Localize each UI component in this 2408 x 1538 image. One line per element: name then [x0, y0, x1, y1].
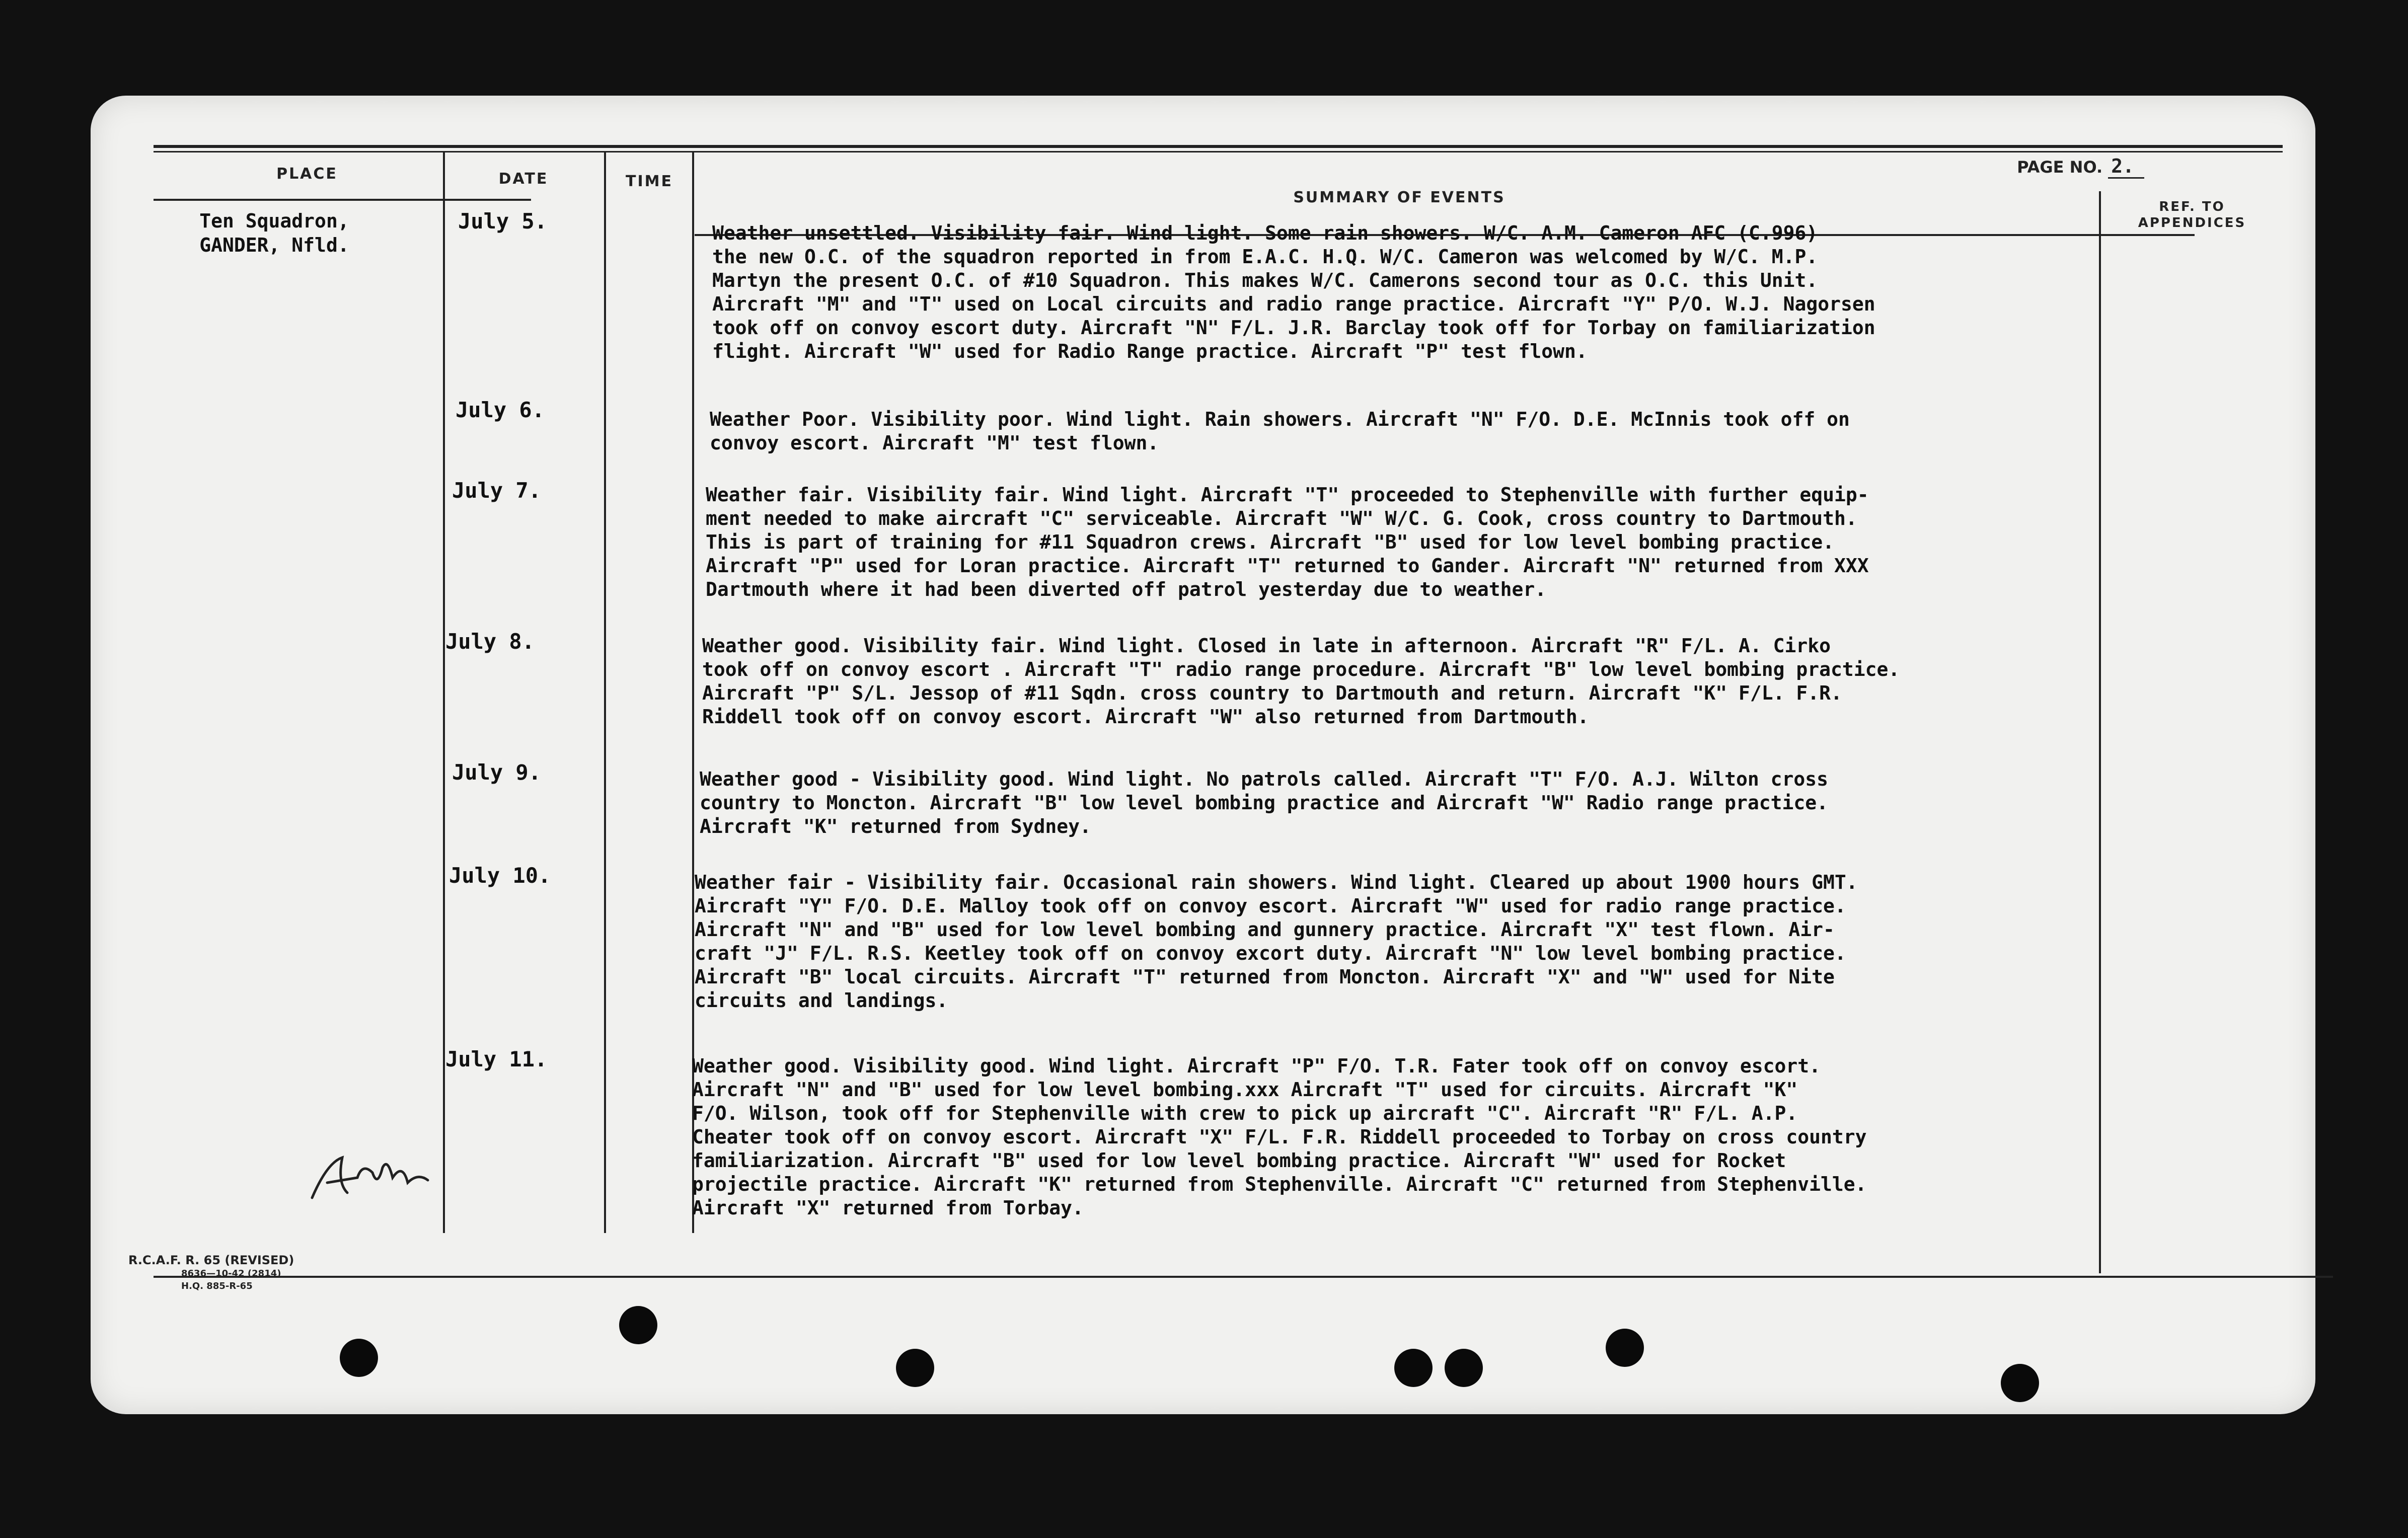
summary-entry-july-11: Weather good. Visibility good. Wind light. Aircraft "P" F/O. T.R. Fater took off on convoy escort. Aircraft "N" and "B" used for low level bombing.xxx Aircraft "T" used for circuits. Aircraft "K" F/O. Wilson, took off for Stephenville with crew to pick up aircraft "C". Aircraft "R" F/L. A.P. Cheater took off on convoy escort. Aircraft "X" F/L. F.R. Riddell proceeded to Torbay on cross country familiarization. Aircraft "B" used for low level bombing practice. Aircraft "W" used for Rocket projectile practice. Aircraft "K" returned from Stephenville. Aircraft "C" returned from Stephenville. Aircraft "X" returned from Torbay.	[692, 1055, 1867, 1219]
place-cell: Ten Squadron, GANDER, Nfld.	[199, 210, 349, 256]
summary-ref-divider	[2099, 191, 2101, 1273]
summary-entry-july-10: Weather fair - Visibility fair. Occasional rain showers. Wind light. Cleared up about 1900 hours GMT. Aircraft "Y" F/O. D.E. Malloy took off on convoy escort. Aircraft "W" used for radio range practice. Aircraft "N" and "B" used for low level bombing and gunnery practice. Aircraft "X" test flown. Air- craft "J" F/L. R.S. Keetley took off on convoy excort duty. Aircraft "N" low level bombing practice. Aircraft "B" local circuits. Aircraft "T" returned from Moncton. Aircraft "X" and "W" used for Nite circuits and landings.	[695, 871, 1858, 1012]
place-date-divider	[443, 151, 445, 1233]
summary-entry-july-8: Weather good. Visibility fair. Wind light. Closed in late in afternoon. Aircraft "R" F/L. A. Cirko took off on convoy escort . Aircraft "T" radio range procedure. Aircraft "B" low level bombing practice. Aircraft "P" S/L. Jessop of #11 Sqdn. cross country to Dartmouth and return. Aircraft "K" F/L. F.R. Riddell took off on convoy escort. Aircraft "W" also returned from Dartmouth.	[702, 635, 1900, 728]
date-july-8: July 8.	[445, 629, 535, 654]
page-number-value: 2.	[2108, 155, 2144, 179]
punch-hole	[2001, 1364, 2039, 1402]
summary-entry-july-6: Weather Poor. Visibility poor. Wind light. Rain showers. Aircraft "N" F/O. D.E. McInnis took off on convoy escort. Aircraft "M" test flown.	[710, 408, 1850, 454]
signature-initials	[307, 1142, 438, 1208]
form-print-code: 8636—10-42 (2814)	[181, 1268, 281, 1279]
top-rule-2	[154, 151, 2283, 152]
footer-rule	[154, 1276, 2333, 1278]
date-july-11: July 11.	[445, 1047, 548, 1071]
date-july-6: July 6.	[456, 398, 545, 422]
header-bottom-rule	[154, 199, 531, 201]
summary-header: SUMMARY OF EVENTS	[1293, 189, 1506, 206]
date-july-10: July 10.	[449, 863, 551, 888]
date-july-5: July 5.	[458, 209, 548, 234]
summary-entry-july-9: Weather good - Visibility good. Wind light. No patrols called. Aircraft "T" F/O. A.J. Wilton cross country to Moncton. Aircraft "B" low level bombing practice and Aircraft "W" Radio range practice. Aircraft "K" returned from Sydney.	[700, 768, 1829, 837]
date-header: DATE	[498, 170, 549, 188]
time-header: TIME	[626, 173, 673, 190]
form-id: R.C.A.F. R. 65 (REVISED)	[128, 1253, 294, 1267]
top-rule	[154, 145, 2283, 148]
date-july-7: July 7.	[452, 478, 542, 503]
punch-hole	[1394, 1349, 1433, 1387]
date-july-9: July 9.	[452, 760, 542, 785]
date-time-divider	[604, 151, 606, 1233]
summary-entry-july-5: Weather unsettled. Visibility fair. Wind light. Some rain showers. W/C. A.M. Cameron AFC (C.996) the new O.C. of the squadron reported in from E.A.C. H.Q. W/C. Cameron was welcomed by W/C. M.P. Martyn the present O.C. of #10 Squadron. This makes W/C. Camerons second tour as O.C. this Unit. Aircraft "M" and "T" used on Local circuits and radio range practice. Aircraft "Y" P/O. W.J. Nagorsen took off on convoy escort duty. Aircraft "N" F/L. J.R. Barclay took off for Torbay on familiarization flight. Aircraft "W" used for Radio Range practice. Aircraft "P" test flown.	[712, 222, 1875, 362]
punch-hole	[619, 1306, 657, 1344]
ref-header: REF. TO APPENDICES	[2138, 199, 2246, 230]
punch-hole	[1606, 1329, 1644, 1367]
punch-hole	[1445, 1349, 1483, 1387]
page-number	[2017, 155, 2144, 177]
page-number-label: PAGE NO.	[2017, 158, 2103, 177]
summary-entry-july-7: Weather fair. Visibility fair. Wind light. Aircraft "T" proceeded to Stephenville with further equip- ment needed to make aircraft "C" serviceable. Aircraft "W" W/C. G. Cook, cross country to Dartmouth. This is part of training for #11 Squadron crews. Aircraft "B" used for low level bombing practice. Aircraft "P" used for Loran practice. Aircraft "T" returned to Gander. Aircraft "N" returned from XXX Dartmouth where it had been diverted off patrol yesterday due to weather.	[706, 484, 1869, 600]
form-hq-code: H.Q. 885-R-65	[181, 1281, 253, 1291]
punch-hole	[340, 1339, 378, 1377]
punch-hole	[896, 1349, 934, 1387]
diary-form-card	[91, 96, 2315, 1414]
place-header: PLACE	[276, 165, 338, 183]
